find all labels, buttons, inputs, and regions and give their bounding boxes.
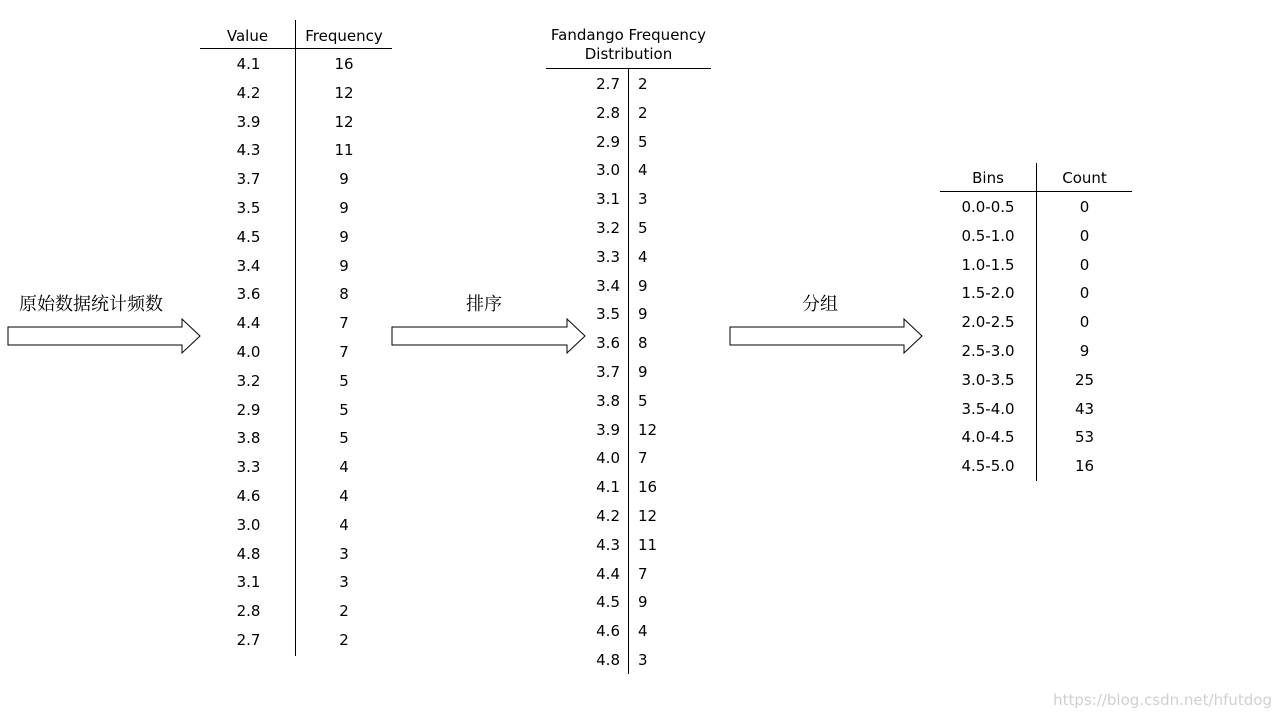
cell-key: 3.2 (236, 371, 261, 390)
bins-rows (940, 193, 1132, 481)
bins-count-table (940, 163, 1132, 481)
cell-value: 0 (1079, 226, 1090, 245)
cell-value: 7 (638, 564, 648, 583)
count-column-header: Count (1062, 169, 1107, 187)
cell-key: 4.3 (596, 535, 620, 554)
cell-key: 2.0-2.5 (961, 313, 1015, 332)
table-row (940, 251, 1132, 280)
cell-value: 3 (638, 190, 648, 209)
cell-value: 12 (638, 420, 658, 439)
sorted-table-title-line1: Fandango Frequency (550, 26, 707, 44)
table-row (200, 482, 392, 511)
table-row (546, 214, 711, 243)
cell-value: 2 (339, 602, 349, 621)
cell-value: 9 (339, 198, 349, 217)
table-row (546, 444, 711, 473)
table-row (940, 423, 1132, 452)
cell-value: 5 (339, 400, 349, 419)
cell-value: 11 (638, 535, 658, 554)
right-arrow-icon (7, 318, 203, 356)
table-row (200, 338, 392, 367)
cell-value: 9 (339, 256, 349, 275)
table-row (940, 222, 1132, 251)
cell-key: 1.5-2.0 (961, 284, 1015, 303)
cell-value: 5 (339, 371, 349, 390)
cell-key: 4.6 (596, 622, 620, 641)
cell-value: 4 (638, 161, 648, 180)
table-row (546, 646, 711, 675)
cell-value: 9 (638, 362, 648, 381)
cell-key: 3.1 (596, 190, 620, 209)
cell-key: 3.0-3.5 (961, 370, 1015, 389)
cell-key: 3.4 (596, 276, 620, 295)
table-row (546, 617, 711, 646)
cell-key: 4.0 (236, 342, 261, 361)
cell-value: 9 (339, 227, 349, 246)
sorted-distribution-table (546, 26, 711, 674)
cell-value: 16 (334, 55, 354, 73)
cell-key: 3.7 (596, 362, 620, 381)
cell-value: 25 (1074, 370, 1095, 389)
cell-key: 4.2 (236, 83, 261, 102)
table-row (546, 416, 711, 445)
value-column-header: Value (226, 27, 269, 45)
cell-value: 9 (339, 170, 349, 189)
cell-key: 4.0-4.5 (961, 428, 1015, 447)
cell-key: 3.3 (236, 458, 261, 477)
table-row (200, 165, 392, 194)
table-row (940, 308, 1132, 337)
cell-value: 4 (638, 622, 648, 641)
cell-key: 4.2 (596, 506, 620, 525)
cell-key: 3.6 (236, 285, 261, 304)
cell-key: 3.8 (236, 429, 261, 448)
cell-value: 2 (638, 103, 648, 122)
table-row (200, 626, 392, 655)
cell-key: 2.9 (596, 132, 620, 151)
cell-key: 2.7 (596, 75, 620, 93)
cell-key: 3.5 (236, 198, 261, 217)
cell-key: 4.5-5.0 (961, 457, 1015, 476)
table-row (200, 511, 392, 540)
cell-value: 0 (1079, 313, 1090, 332)
cell-value: 2 (638, 75, 648, 93)
table-row (940, 452, 1132, 481)
cell-key: 3.0 (596, 161, 620, 180)
cell-key: 1.0-1.5 (961, 255, 1015, 274)
cell-key: 3.9 (236, 112, 261, 131)
table-row (546, 387, 711, 416)
cell-key: 3.5-4.0 (961, 399, 1015, 418)
cell-key: 3.4 (236, 256, 261, 275)
table-row (940, 337, 1132, 366)
header-divider (200, 48, 392, 49)
cell-value: 7 (339, 314, 349, 333)
table-row (200, 540, 392, 569)
cell-value: 4 (339, 458, 349, 477)
table-row (546, 300, 711, 329)
table-row (200, 79, 392, 108)
step-group-label: 分组 (802, 294, 838, 315)
table-row (546, 243, 711, 272)
cell-value: 8 (638, 334, 648, 353)
table-row (200, 136, 392, 165)
raw-frequency-table (200, 20, 392, 656)
table-row (546, 329, 711, 358)
cell-value: 43 (1074, 399, 1095, 418)
cell-value: 7 (638, 449, 648, 468)
cell-value: 12 (638, 506, 658, 525)
table-row (546, 185, 711, 214)
table-row (200, 108, 392, 137)
cell-value: 3 (339, 544, 349, 563)
table-row (940, 395, 1132, 424)
sorted-rows (546, 70, 711, 675)
cell-key: 4.8 (596, 650, 620, 669)
watermark: https://blog.csdn.net/hfutdog (1053, 691, 1272, 709)
table-row (546, 358, 711, 387)
cell-key: 3.8 (596, 391, 620, 410)
table-row (546, 272, 711, 301)
cell-value: 7 (339, 342, 349, 361)
cell-key: 3.2 (596, 218, 620, 237)
table-row (940, 366, 1132, 395)
cell-key: 2.8 (596, 103, 620, 122)
cell-value: 5 (638, 218, 648, 237)
cell-value: 12 (334, 112, 354, 131)
table-row (200, 453, 392, 482)
raw-rows (200, 50, 392, 655)
table-row (200, 280, 392, 309)
cell-key: 0.0-0.5 (961, 198, 1015, 216)
table-row (200, 50, 392, 79)
cell-key: 4.5 (236, 227, 261, 246)
cell-value: 12 (334, 83, 354, 102)
cell-value: 4 (339, 515, 349, 534)
cell-value: 4 (339, 486, 349, 505)
cell-key: 3.0 (236, 515, 261, 534)
cell-key: 2.7 (236, 630, 261, 649)
table-row (200, 309, 392, 338)
cell-value: 3 (638, 650, 648, 669)
table-row (546, 128, 711, 157)
cell-value: 0 (1079, 284, 1090, 303)
cell-key: 4.4 (236, 314, 261, 333)
table-row (546, 502, 711, 531)
table-row (200, 396, 392, 425)
cell-key: 3.5 (596, 305, 620, 324)
cell-key: 3.9 (596, 420, 620, 439)
cell-value: 9 (638, 305, 648, 324)
sorted-table-title-line2: Distribution (584, 45, 673, 63)
table-row (200, 223, 392, 252)
cell-value: 11 (334, 141, 354, 160)
cell-value: 9 (1079, 341, 1090, 360)
cell-key: 4.8 (236, 544, 261, 563)
cell-key: 4.5 (596, 593, 620, 612)
cell-value: 5 (339, 429, 349, 448)
cell-value: 0 (1079, 198, 1090, 216)
bins-column-header: Bins (972, 169, 1004, 187)
cell-key: 4.1 (596, 478, 620, 497)
table-row (200, 424, 392, 453)
cell-key: 0.5-1.0 (961, 226, 1015, 245)
cell-key: 4.0 (596, 449, 620, 468)
table-row (546, 560, 711, 589)
table-row (940, 193, 1132, 222)
cell-value: 0 (1079, 255, 1090, 274)
cell-key: 2.5-3.0 (961, 341, 1015, 360)
table-row (546, 588, 711, 617)
table-row (200, 252, 392, 281)
cell-value: 2 (339, 630, 349, 649)
table-row (546, 156, 711, 185)
cell-value: 53 (1074, 428, 1095, 447)
table-row (200, 367, 392, 396)
cell-key: 4.1 (236, 55, 261, 73)
step-raw-frequency-label: 原始数据统计频数 (19, 294, 163, 315)
table-row (546, 473, 711, 502)
cell-key: 4.3 (236, 141, 261, 160)
step-sort-label: 排序 (466, 294, 502, 315)
cell-value: 5 (638, 132, 648, 151)
cell-key: 3.6 (596, 334, 620, 353)
table-row (940, 279, 1132, 308)
table-row (200, 597, 392, 626)
cell-key: 3.3 (596, 247, 620, 266)
cell-key: 3.7 (236, 170, 261, 189)
cell-value: 16 (638, 478, 658, 497)
cell-key: 2.8 (236, 602, 261, 621)
cell-key: 4.4 (596, 564, 620, 583)
cell-key: 2.9 (236, 400, 261, 419)
cell-value: 4 (638, 247, 648, 266)
cell-value: 3 (339, 573, 349, 592)
frequency-column-header: Frequency (305, 27, 383, 45)
right-arrow-icon (729, 318, 925, 356)
cell-value: 9 (638, 593, 648, 612)
cell-value: 16 (1074, 457, 1095, 476)
table-row (546, 70, 711, 99)
table-row (546, 99, 711, 128)
cell-value: 8 (339, 285, 349, 304)
table-row (200, 568, 392, 597)
cell-value: 5 (638, 391, 648, 410)
table-row (200, 194, 392, 223)
cell-value: 9 (638, 276, 648, 295)
cell-key: 4.6 (236, 486, 261, 505)
table-row (546, 531, 711, 560)
sorted-table-title (546, 26, 711, 64)
cell-key: 3.1 (236, 573, 261, 592)
